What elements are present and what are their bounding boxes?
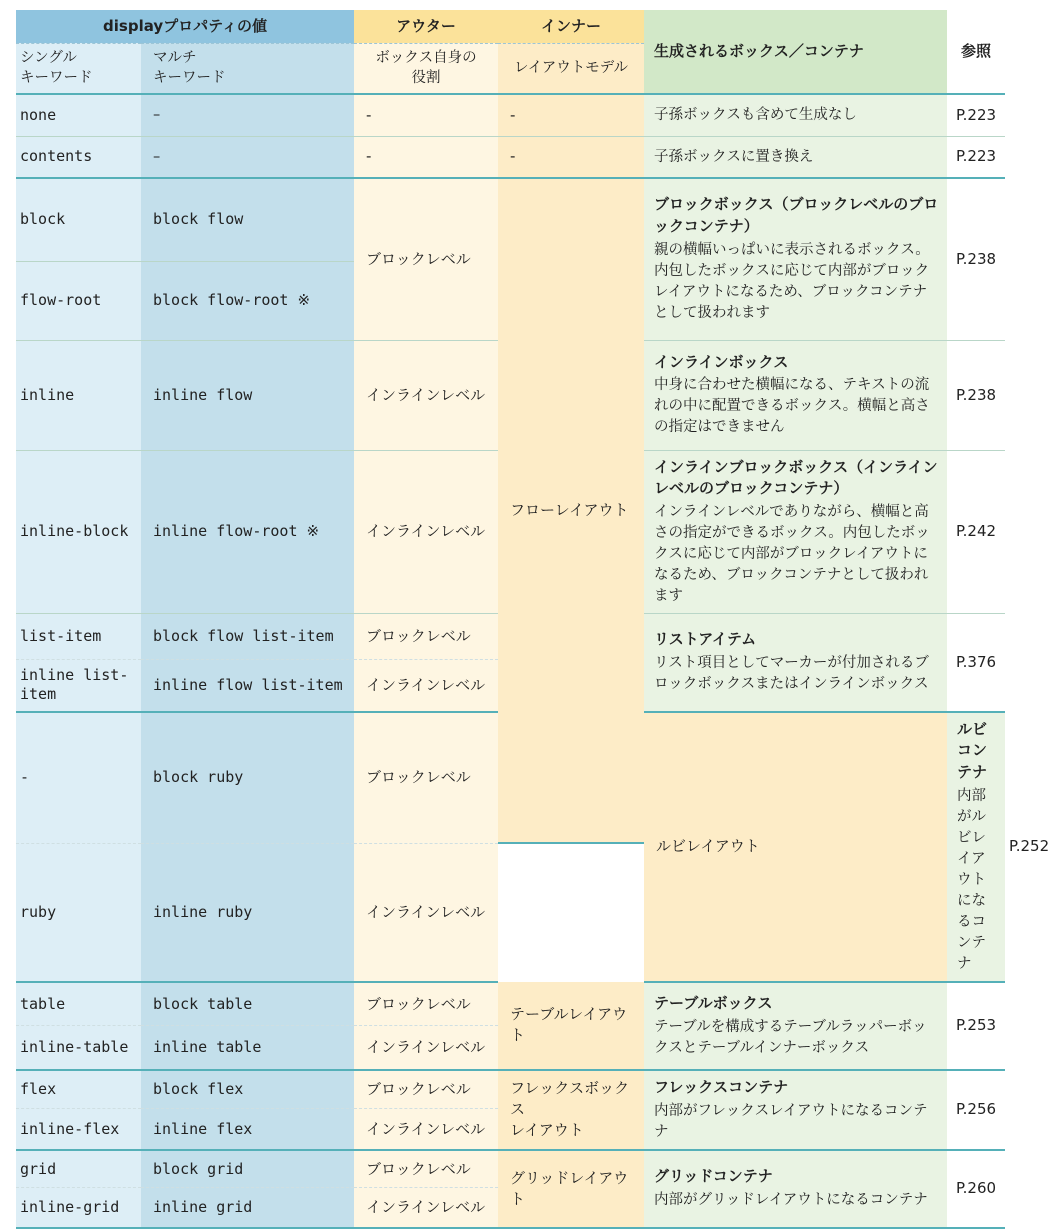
cell-outer: ブロックレベル bbox=[354, 178, 498, 340]
cell-single: inline-flex bbox=[16, 1109, 141, 1150]
box-description: 中身に合わせた横幅になる、テキストの流れの中に配置できるボックス。横幅と高さの指定はできません bbox=[654, 377, 930, 436]
box-title: グリッドコンテナ bbox=[654, 1167, 773, 1186]
cell-single: flex bbox=[16, 1070, 141, 1109]
cell-outer: インラインレベル bbox=[354, 843, 498, 982]
cell-multi: block flow list-item bbox=[141, 614, 354, 660]
cell-box: 子孫ボックスに置き換え bbox=[644, 136, 947, 178]
row-none bbox=[16, 94, 1005, 136]
cell-single: block bbox=[16, 178, 141, 261]
cell-outer: インラインレベル bbox=[354, 1188, 498, 1228]
header-outer-role: ボックス自身の 役割 bbox=[354, 43, 498, 94]
row-contents bbox=[16, 136, 1005, 178]
cell-outer: ブロックレベル bbox=[354, 1150, 498, 1188]
cell-outer: インラインレベル bbox=[354, 660, 498, 712]
row-grid bbox=[16, 1150, 1005, 1188]
cell-single: flow-root bbox=[16, 261, 141, 340]
box-title: リストアイテム bbox=[654, 630, 757, 649]
header-inner-layout-model: レイアウトモデル bbox=[498, 43, 644, 94]
cell-multi: block flow bbox=[141, 178, 354, 261]
cell-multi: inline grid bbox=[141, 1188, 354, 1228]
cell-box bbox=[644, 982, 947, 1070]
cell-outer: ブロックレベル bbox=[354, 712, 498, 844]
box-description: 内部がグリッドレイアウトになるコンテナ bbox=[654, 1192, 928, 1209]
cell-single: none bbox=[16, 94, 141, 136]
cell-multi: block flex bbox=[141, 1070, 354, 1109]
header-single-keyword: シングル キーワード bbox=[16, 43, 141, 94]
cell-multi: block grid bbox=[141, 1150, 354, 1188]
cell-single: grid bbox=[16, 1150, 141, 1188]
cell-outer: ブロックレベル bbox=[354, 982, 498, 1026]
cell-single: inline-table bbox=[16, 1026, 141, 1070]
cell-box bbox=[644, 450, 947, 614]
cell-multi: block ruby bbox=[141, 712, 354, 844]
header-display-values: displayプロパティの値 bbox=[16, 10, 354, 43]
cell-single: ruby bbox=[16, 843, 141, 982]
header-generated-box: 生成されるボックス／コンテナ bbox=[644, 10, 947, 94]
cell-single: table bbox=[16, 982, 141, 1026]
row-table bbox=[16, 982, 1005, 1026]
cell-box: 子孫ボックスも含めて生成なし bbox=[644, 94, 947, 136]
cell-inner: - bbox=[498, 94, 644, 136]
cell-outer: インラインレベル bbox=[354, 1026, 498, 1070]
cell-outer: インラインレベル bbox=[354, 450, 498, 614]
cell-box bbox=[644, 340, 947, 450]
cell-inner-flow: フローレイアウト bbox=[498, 178, 644, 843]
box-description: リスト項目としてマーカーが付加されるブロックボックスまたはインラインボックス bbox=[654, 655, 929, 693]
row-flex bbox=[16, 1070, 1005, 1109]
cell-single: - bbox=[16, 712, 141, 844]
cell-multi: block flow-root ※ bbox=[141, 261, 354, 340]
cell-multi: block table bbox=[141, 982, 354, 1026]
cell-inner: フレックスボックス レイアウト bbox=[498, 1070, 644, 1150]
cell-box bbox=[644, 178, 947, 340]
cell-ref: P.260 bbox=[947, 1150, 1005, 1228]
box-title: フレックスコンテナ bbox=[654, 1077, 789, 1096]
cell-inner: ルビレイアウト bbox=[644, 712, 947, 982]
row-block-ruby: - block ruby ブロックレベル ルビレイアウト ルビコンテナ 内部がルビレイアウトになるコンテナ P.252 bbox=[16, 712, 1005, 844]
box-description: 内部がフレックスレイアウトになるコンテナ bbox=[654, 1102, 928, 1140]
cell-outer: インラインレベル bbox=[354, 340, 498, 450]
cell-ref: P.238 bbox=[947, 340, 1005, 450]
cell-multi: inline flow list-item bbox=[141, 660, 354, 712]
cell-multi: inline table bbox=[141, 1026, 354, 1070]
cell-box bbox=[947, 712, 1005, 982]
box-description: インラインレベルでありながら、横幅と高さの指定ができるボックス。内包したボックスに応じて内部がブロックレイアウトになるため、ブロックコンテナとして扱われます bbox=[654, 504, 930, 605]
cell-outer: - bbox=[354, 94, 498, 136]
cell-single: inline bbox=[16, 340, 141, 450]
header-outer: アウター bbox=[354, 10, 498, 43]
cell-ref: P.223 bbox=[947, 136, 1005, 178]
box-description: 内部がルビレイアウトになるコンテナ bbox=[957, 787, 986, 972]
header-multi-keyword: マルチ キーワード bbox=[141, 43, 354, 94]
box-title: インラインボックス bbox=[654, 352, 789, 371]
cell-box bbox=[644, 1070, 947, 1150]
header-inner: インナー bbox=[498, 10, 644, 43]
cell-outer: インラインレベル bbox=[354, 1109, 498, 1150]
cell-inner: テーブルレイアウト bbox=[498, 982, 644, 1070]
cell-single: contents bbox=[16, 136, 141, 178]
cell-inner: - bbox=[498, 136, 644, 178]
cell-multi: – bbox=[141, 94, 354, 136]
cell-outer: ブロックレベル bbox=[354, 1070, 498, 1109]
box-title: ブロックボックス（ブロックレベルのブロックコンテナ） bbox=[654, 195, 939, 236]
cell-ref: P.238 bbox=[947, 178, 1005, 340]
box-description: テーブルを構成するテーブルラッパーボックスとテーブルインナーボックス bbox=[654, 1018, 927, 1056]
box-title: ルビコンテナ bbox=[957, 719, 988, 782]
cell-multi: inline flex bbox=[141, 1109, 354, 1150]
cell-ref: P.253 bbox=[947, 982, 1005, 1070]
box-title: テーブルボックス bbox=[654, 994, 773, 1013]
cell-box bbox=[644, 1150, 947, 1228]
cell-box bbox=[644, 614, 947, 712]
cell-single: list-item bbox=[16, 614, 141, 660]
cell-outer: ブロックレベル bbox=[354, 614, 498, 660]
cell-single: inline list-item bbox=[16, 660, 141, 712]
cell-single: inline-block bbox=[16, 450, 141, 614]
cell-outer: - bbox=[354, 136, 498, 178]
cell-multi: inline ruby bbox=[141, 843, 354, 982]
cell-ref: P.376 bbox=[947, 614, 1005, 712]
cell-multi: inline flow-root ※ bbox=[141, 450, 354, 614]
cell-ref: P.242 bbox=[947, 450, 1005, 614]
header-reference: 参照 bbox=[947, 10, 1005, 94]
cell-ref: P.256 bbox=[947, 1070, 1005, 1150]
display-values-table bbox=[16, 10, 1049, 1229]
box-title: インラインブロックボックス（インラインレベルのブロックコンテナ） bbox=[654, 457, 938, 498]
cell-ref: P.223 bbox=[947, 94, 1005, 136]
cell-multi: inline flow bbox=[141, 340, 354, 450]
box-description: 親の横幅いっぱいに表示されるボックス。内包したボックスに応じて内部がブロックレイアウトになるため、ブロックコンテナとして扱われます bbox=[654, 241, 930, 322]
cell-inner: グリッドレイアウト bbox=[498, 1150, 644, 1228]
cell-single: inline-grid bbox=[16, 1188, 141, 1228]
cell-multi: – bbox=[141, 136, 354, 178]
row-block bbox=[16, 178, 1005, 261]
